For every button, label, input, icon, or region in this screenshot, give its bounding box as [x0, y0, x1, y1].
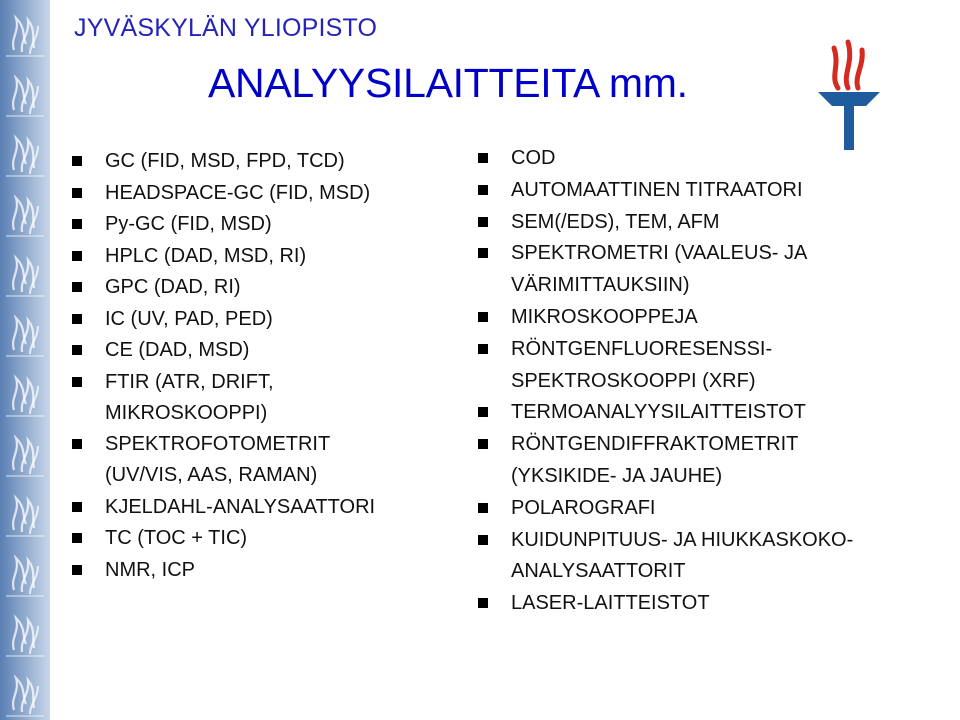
- square-bullet-icon: [72, 565, 82, 575]
- list-item: RÖNTGENDIFFRAKTOMETRIT: [478, 429, 928, 461]
- square-bullet-icon: [478, 344, 488, 354]
- list-item-continuation: VÄRIMITTAUKSIIN): [511, 274, 690, 297]
- list-item: HEADSPACE-GC (FID, MSD): [72, 178, 452, 210]
- square-bullet-icon: [478, 439, 488, 449]
- square-bullet-icon: [478, 503, 488, 513]
- university-name: JYVÄSKYLÄN YLIOPISTO: [74, 14, 378, 42]
- list-item: SPEKTROFOTOMETRIT: [72, 429, 452, 461]
- square-bullet-icon: [478, 217, 488, 227]
- list-item: Py-GC (FID, MSD): [72, 209, 452, 241]
- list-item: GC (FID, MSD, FPD, TCD): [72, 146, 452, 178]
- list-item-continuation: MIKROSKOOPPI): [105, 401, 268, 424]
- square-bullet-icon: [478, 153, 488, 163]
- list-item: KJELDAHL-ANALYSAATTORI: [72, 492, 452, 524]
- list-item: COD: [478, 143, 928, 175]
- square-bullet-icon: [478, 535, 488, 545]
- list-item: NMR, ICP: [72, 555, 452, 587]
- torch-logo-icon: [812, 36, 886, 154]
- list-item: TERMOANALYYSILAITTEISTOT: [478, 397, 928, 429]
- square-bullet-icon: [72, 377, 82, 387]
- list-item: CE (DAD, MSD): [72, 335, 452, 367]
- square-bullet-icon: [72, 345, 82, 355]
- square-bullet-icon: [478, 185, 488, 195]
- list-item-continuation: ANALYSAATTORIT: [511, 560, 686, 583]
- list-item-continuation: (YKSIKIDE- JA JAUHE): [511, 464, 723, 487]
- left-instrument-list: [72, 146, 452, 586]
- list-item: MIKROSKOOPPEJA: [478, 302, 928, 334]
- list-item: AUTOMAATTINEN TITRAATORI: [478, 175, 928, 207]
- side-decoration-stripe: [0, 0, 50, 720]
- list-item: FTIR (ATR, DRIFT,: [72, 367, 452, 399]
- list-item-continuation: (UV/VIS, AAS, RAMAN): [105, 464, 318, 486]
- square-bullet-icon: [478, 248, 488, 258]
- list-item: LASER-LAITTEISTOT: [478, 588, 928, 620]
- list-item: RÖNTGENFLUORESENSSI-: [478, 334, 928, 366]
- square-bullet-icon: [72, 251, 82, 261]
- list-item: POLAROGRAFI: [478, 493, 928, 525]
- right-instrument-list: [478, 143, 928, 620]
- list-item: IC (UV, PAD, PED): [72, 304, 452, 336]
- square-bullet-icon: [72, 156, 82, 166]
- square-bullet-icon: [72, 439, 82, 449]
- list-item: SEM(/EDS), TEM, AFM: [478, 207, 928, 239]
- list-item: GPC (DAD, RI): [72, 272, 452, 304]
- square-bullet-icon: [478, 312, 488, 322]
- square-bullet-icon: [72, 282, 82, 292]
- square-bullet-icon: [72, 219, 82, 229]
- list-item: TC (TOC + TIC): [72, 523, 452, 555]
- list-item: SPEKTROMETRI (VAALEUS- JA: [478, 238, 928, 270]
- square-bullet-icon: [72, 502, 82, 512]
- square-bullet-icon: [478, 598, 488, 608]
- square-bullet-icon: [72, 314, 82, 324]
- list-item-continuation: SPEKTROSKOOPPI (XRF): [511, 369, 756, 392]
- list-item: HPLC (DAD, MSD, RI): [72, 241, 452, 273]
- square-bullet-icon: [478, 407, 488, 417]
- square-bullet-icon: [72, 533, 82, 543]
- page-title: ANALYYSILAITTEITA mm.: [208, 60, 688, 106]
- list-item: KUIDUNPITUUS- JA HIUKKASKOKO-: [478, 525, 928, 557]
- square-bullet-icon: [72, 188, 82, 198]
